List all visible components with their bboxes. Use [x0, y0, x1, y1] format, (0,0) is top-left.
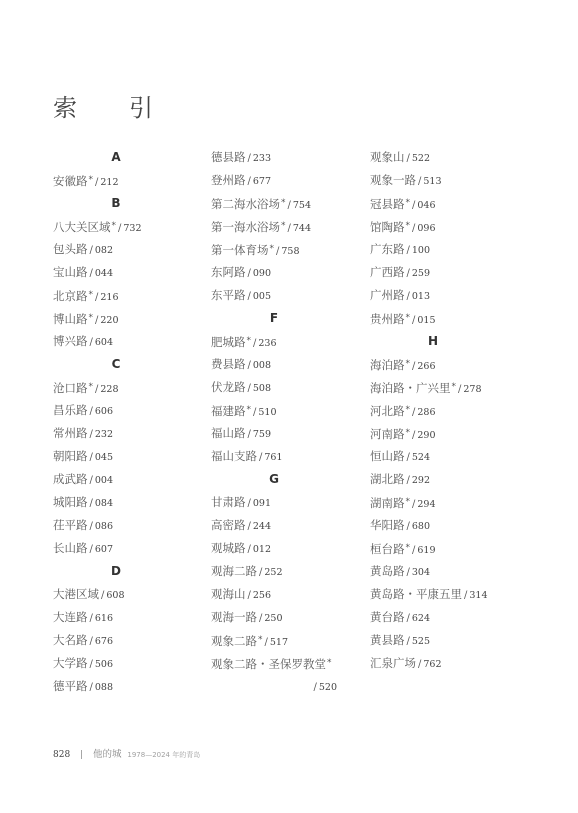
- section-letter: H: [427, 334, 439, 348]
- entry-page-number: 525: [411, 636, 431, 647]
- entry-name: 福山路: [211, 426, 246, 440]
- index-entry: [211, 330, 337, 353]
- entry-separator: /: [89, 659, 93, 670]
- entry-page-number: 278: [463, 384, 482, 395]
- entry-separator: /: [89, 521, 93, 532]
- index-entry: [211, 215, 337, 238]
- index-entry: [211, 353, 337, 376]
- entry-page-number: 013: [411, 291, 431, 302]
- entry-name: 八大关区域: [53, 220, 111, 234]
- entry-name: 华阳路: [370, 518, 405, 532]
- index-entry: [53, 284, 179, 307]
- entry-separator: /: [253, 338, 257, 349]
- entry-name: 第一体育场: [211, 243, 269, 257]
- entry-page-number: 044: [94, 268, 114, 279]
- entry-name: 成武路: [53, 472, 88, 486]
- index-entry: [53, 537, 179, 560]
- index-entry: [53, 422, 179, 445]
- entry-separator: /: [89, 429, 93, 440]
- index-entry: [211, 284, 337, 307]
- index-entry: [370, 422, 496, 445]
- entry-name: 安徽路: [53, 174, 88, 188]
- entry-page-number: 520: [318, 682, 337, 693]
- entry-page-number: 084: [94, 498, 114, 509]
- index-entry: [53, 445, 179, 468]
- entry-separator: /: [406, 613, 410, 624]
- section-letter: D: [111, 564, 121, 578]
- index-entry: [370, 376, 496, 399]
- index-entry: [53, 169, 179, 192]
- entry-separator: /: [412, 545, 416, 556]
- page-number: 828: [53, 750, 71, 760]
- entry-name: 海泊路・广兴里: [370, 381, 451, 395]
- entry-separator: /: [458, 384, 462, 395]
- index-entry: [370, 169, 496, 192]
- entry-star-mark: *: [405, 359, 410, 369]
- entry-star-mark: *: [111, 221, 116, 231]
- entry-name: 观象二路: [211, 634, 257, 648]
- entry-separator: /: [412, 407, 416, 418]
- entry-separator: /: [101, 590, 105, 601]
- entry-name: 包头路: [53, 242, 88, 256]
- entry-name: 第二海水浴场: [211, 197, 280, 211]
- entry-separator: /: [412, 430, 416, 441]
- entry-page-number: 216: [100, 292, 119, 303]
- entry-separator: /: [247, 498, 251, 509]
- entry-name: 城阳路: [53, 495, 88, 509]
- entry-name: 常州路: [53, 426, 88, 440]
- entry-star-mark: *: [405, 497, 410, 507]
- entry-star-mark: *: [327, 658, 332, 668]
- footer-divider: |: [80, 750, 84, 760]
- index-entry: [53, 215, 179, 238]
- entry-star-mark: *: [405, 221, 410, 231]
- entry-separator: /: [259, 567, 263, 578]
- entry-page-number: 015: [417, 315, 436, 326]
- entry-star-mark: *: [88, 313, 93, 323]
- entry-page-number: 314: [469, 590, 488, 601]
- entry-name: 长山路: [53, 541, 88, 555]
- entry-name: 黄岛路・平康五里: [370, 587, 462, 601]
- entry-separator: /: [406, 475, 410, 486]
- section-letter: C: [111, 357, 121, 371]
- index-entry: [53, 261, 179, 284]
- index-entry: [211, 192, 337, 215]
- entry-page-number: 236: [258, 338, 277, 349]
- index-entry: [370, 307, 496, 330]
- entry-name: 观象二路・圣保罗教堂: [211, 657, 326, 671]
- index-entry: [370, 215, 496, 238]
- entry-star-mark: *: [246, 336, 251, 346]
- entry-separator: /: [247, 268, 251, 279]
- entry-page-number: 624: [411, 613, 431, 624]
- entry-page-number: 294: [417, 499, 436, 510]
- entry-name: 大连路: [53, 610, 88, 624]
- entry-name: 肥城路: [211, 335, 246, 349]
- entry-page-number: 005: [252, 291, 272, 302]
- entry-page-number: 761: [264, 452, 283, 463]
- index-entry: [53, 652, 179, 675]
- index-entry: [370, 261, 496, 284]
- index-entry: [211, 146, 337, 169]
- entry-name: 东平路: [211, 288, 246, 302]
- entry-page-number: 508: [252, 383, 272, 394]
- entry-page-number: 304: [411, 567, 431, 578]
- index-entry: [211, 261, 337, 284]
- index-entry: [370, 399, 496, 422]
- entry-page-number: 008: [252, 360, 272, 371]
- entry-name: 福山支路: [211, 449, 257, 463]
- entry-page-number: 517: [269, 637, 289, 648]
- entry-name: 广西路: [370, 265, 405, 279]
- book-title: 他的城: [92, 749, 122, 760]
- entry-name: 黄岛路: [370, 564, 405, 578]
- entry-separator: /: [89, 682, 93, 693]
- page-title: 索 引: [53, 94, 167, 122]
- entry-page-number: 513: [423, 176, 442, 187]
- section-letter: A: [111, 150, 121, 164]
- entry-separator: /: [406, 521, 410, 532]
- entry-page-number: 228: [100, 384, 119, 395]
- entry-separator: /: [406, 245, 410, 256]
- entry-name: 费县路: [211, 357, 246, 371]
- index-entry: [211, 560, 337, 583]
- entry-page-number: 522: [411, 153, 431, 164]
- index-entry: [211, 169, 337, 192]
- section-letter: F: [269, 311, 279, 325]
- entry-separator: /: [412, 200, 416, 211]
- entry-separator: /: [406, 153, 410, 164]
- entry-separator: /: [89, 613, 93, 624]
- index-entry: [370, 629, 496, 652]
- entry-separator: /: [89, 475, 93, 486]
- entry-star-mark: *: [405, 428, 410, 438]
- entry-separator: /: [89, 406, 93, 417]
- index-entry: [53, 514, 179, 537]
- entry-separator: /: [412, 223, 416, 234]
- entry-name: 甘肃路: [211, 495, 246, 509]
- index-entry: [211, 583, 337, 606]
- entry-name: 大名路: [53, 633, 88, 647]
- entry-separator: /: [95, 384, 99, 395]
- entry-name: 黄县路: [370, 633, 405, 647]
- index-entry-continuation: [211, 675, 337, 698]
- entry-page-number: 759: [252, 429, 272, 440]
- entry-page-number: 256: [252, 590, 272, 601]
- index-entry: [53, 491, 179, 514]
- index-entry: [211, 491, 337, 514]
- entry-star-mark: *: [88, 175, 93, 185]
- entry-name: 茌平路: [53, 518, 88, 532]
- entry-name: 广东路: [370, 242, 405, 256]
- index-entry: [53, 468, 179, 491]
- entry-name: 大港区域: [53, 587, 99, 601]
- entry-name: 东阿路: [211, 265, 246, 279]
- entry-name: 观城路: [211, 541, 246, 555]
- entry-separator: /: [412, 315, 416, 326]
- entry-name: 朝阳路: [53, 449, 88, 463]
- index-entry: [53, 629, 179, 652]
- index-entry: [53, 330, 179, 353]
- entry-page-number: 220: [100, 315, 119, 326]
- entry-page-number: 250: [264, 613, 283, 624]
- entry-page-number: 762: [423, 659, 442, 670]
- entry-page-number: 096: [417, 223, 436, 234]
- entry-separator: /: [276, 246, 280, 257]
- book-subtitle: 1978—2024 年的青岛: [127, 751, 201, 759]
- entry-name: 德县路: [211, 150, 246, 164]
- index-entry: [370, 583, 496, 606]
- entry-page-number: 232: [94, 429, 114, 440]
- index-entry: [370, 468, 496, 491]
- index-column-3: [370, 146, 496, 675]
- entry-separator: /: [247, 153, 251, 164]
- entry-page-number: 732: [123, 223, 142, 234]
- entry-page-number: 606: [94, 406, 114, 417]
- index-entry: [53, 376, 179, 399]
- entry-name: 伏龙路: [211, 380, 246, 394]
- index-entry: [211, 606, 337, 629]
- entry-name: 第一海水浴场: [211, 220, 280, 234]
- index-entry: [211, 537, 337, 560]
- entry-name: 观海一路: [211, 610, 257, 624]
- index-entry: [53, 307, 179, 330]
- index-entry: [370, 652, 496, 675]
- entry-name: 德平路: [53, 679, 88, 693]
- section-letter: B: [111, 196, 121, 210]
- entry-star-mark: *: [258, 635, 263, 645]
- entry-page-number: 608: [106, 590, 125, 601]
- entry-page-number: 233: [252, 153, 272, 164]
- entry-separator: /: [406, 268, 410, 279]
- entry-page-number: 510: [258, 407, 277, 418]
- entry-name: 昌乐路: [53, 403, 88, 417]
- entry-name: 河南路: [370, 427, 405, 441]
- entry-separator: /: [259, 613, 263, 624]
- index-entry: [53, 583, 179, 606]
- entry-separator: /: [95, 177, 99, 188]
- entry-name: 馆陶路: [370, 220, 405, 234]
- entry-separator: /: [89, 544, 93, 555]
- entry-star-mark: *: [405, 543, 410, 553]
- entry-page-number: 012: [252, 544, 272, 555]
- entry-name: 观象山: [370, 150, 405, 164]
- index-entry: [370, 491, 496, 514]
- entry-star-mark: *: [281, 198, 286, 208]
- index-entry: [370, 514, 496, 537]
- entry-name: 河北路: [370, 404, 405, 418]
- entry-separator: /: [89, 498, 93, 509]
- entry-page-number: 290: [417, 430, 436, 441]
- entry-separator: /: [89, 245, 93, 256]
- index-entry: [211, 376, 337, 399]
- entry-separator: /: [253, 407, 257, 418]
- index-entry: [370, 606, 496, 629]
- entry-star-mark: *: [246, 405, 251, 415]
- entry-name: 冠县路: [370, 197, 405, 211]
- entry-name: 沧口路: [53, 381, 88, 395]
- entry-page-number: 046: [417, 200, 436, 211]
- entry-name: 博兴路: [53, 334, 88, 348]
- entry-page-number: 754: [292, 200, 312, 211]
- entry-name: 湖南路: [370, 496, 405, 510]
- entry-page-number: 045: [94, 452, 114, 463]
- entry-separator: /: [89, 452, 93, 463]
- entry-name: 湖北路: [370, 472, 405, 486]
- entry-separator: /: [118, 223, 122, 234]
- index-entry: [370, 560, 496, 583]
- index-entry: [211, 652, 337, 675]
- entry-page-number: 744: [292, 223, 312, 234]
- page-footer: [53, 746, 200, 760]
- entry-name: 登州路: [211, 173, 246, 187]
- entry-separator: /: [406, 452, 410, 463]
- entry-separator: /: [247, 544, 251, 555]
- entry-name: 黄台路: [370, 610, 405, 624]
- entry-name: 恒山路: [370, 449, 405, 463]
- entry-separator: /: [418, 659, 422, 670]
- entry-name: 高密路: [211, 518, 246, 532]
- index-entry: [211, 629, 337, 652]
- entry-page-number: 506: [94, 659, 114, 670]
- entry-page-number: 259: [411, 268, 431, 279]
- entry-name: 宝山路: [53, 265, 88, 279]
- entry-page-number: 252: [264, 567, 283, 578]
- entry-page-number: 524: [411, 452, 431, 463]
- entry-separator: /: [247, 383, 251, 394]
- index-entry: [53, 675, 179, 698]
- index-column-1: [53, 146, 179, 698]
- entry-page-number: 286: [417, 407, 436, 418]
- entry-page-number: 604: [94, 337, 114, 348]
- entry-page-number: 082: [94, 245, 114, 256]
- entry-separator: /: [264, 637, 268, 648]
- entry-separator: /: [247, 429, 251, 440]
- entry-page-number: 091: [252, 498, 272, 509]
- entry-name: 博山路: [53, 312, 88, 326]
- index-column-2: [211, 146, 337, 698]
- entry-name: 观海二路: [211, 564, 257, 578]
- entry-page-number: 244: [252, 521, 272, 532]
- entry-name: 大学路: [53, 656, 88, 670]
- index-entry: [370, 192, 496, 215]
- entry-separator: /: [95, 315, 99, 326]
- index-entry: [211, 238, 337, 261]
- index-entry: [211, 399, 337, 422]
- entry-separator: /: [89, 268, 93, 279]
- entry-star-mark: *: [405, 405, 410, 415]
- index-entry: [211, 445, 337, 468]
- entry-star-mark: *: [405, 198, 410, 208]
- entry-name: 观象一路: [370, 173, 416, 187]
- entry-separator: /: [406, 567, 410, 578]
- entry-separator: /: [247, 521, 251, 532]
- entry-page-number: 292: [411, 475, 431, 486]
- entry-page-number: 677: [252, 176, 272, 187]
- entry-page-number: 100: [411, 245, 431, 256]
- entry-name: 海泊路: [370, 358, 405, 372]
- entry-name: 观海山: [211, 587, 246, 601]
- entry-separator: /: [412, 499, 416, 510]
- entry-page-number: 616: [94, 613, 114, 624]
- entry-separator: /: [89, 337, 93, 348]
- index-entry: [370, 284, 496, 307]
- entry-page-number: 212: [100, 177, 119, 188]
- index-entry: [53, 238, 179, 261]
- entry-star-mark: *: [405, 313, 410, 323]
- entry-separator: /: [287, 223, 291, 234]
- entry-separator: /: [406, 636, 410, 647]
- entry-page-number: 607: [94, 544, 114, 555]
- entry-name: 广州路: [370, 288, 405, 302]
- entry-separator: /: [95, 292, 99, 303]
- entry-page-number: 004: [94, 475, 114, 486]
- entry-separator: /: [247, 176, 251, 187]
- entry-star-mark: *: [269, 244, 274, 254]
- entry-page-number: 758: [281, 246, 300, 257]
- entry-star-mark: *: [451, 382, 456, 392]
- index-entry: [53, 399, 179, 422]
- entry-separator: /: [247, 360, 251, 371]
- entry-star-mark: *: [88, 382, 93, 392]
- index-entry: [370, 146, 496, 169]
- index-entry: [211, 514, 337, 537]
- index-entry: [370, 238, 496, 261]
- index-entry: [53, 606, 179, 629]
- entry-page-number: 088: [94, 682, 114, 693]
- entry-separator: /: [247, 590, 251, 601]
- entry-page-number: 086: [94, 521, 114, 532]
- entry-separator: /: [418, 176, 422, 187]
- entry-separator: /: [412, 361, 416, 372]
- entry-page-number: 090: [252, 268, 272, 279]
- entry-name: 北京路: [53, 289, 88, 303]
- entry-name: 贵州路: [370, 312, 405, 326]
- section-letter: G: [269, 472, 279, 486]
- entry-star-mark: *: [88, 290, 93, 300]
- entry-separator: /: [247, 291, 251, 302]
- entry-page-number: 680: [411, 521, 431, 532]
- index-entry: [370, 537, 496, 560]
- index-entry: [370, 445, 496, 468]
- entry-separator: /: [259, 452, 263, 463]
- entry-page-number: 266: [417, 361, 436, 372]
- entry-name: 桓台路: [370, 542, 405, 556]
- entry-name: 福建路: [211, 404, 246, 418]
- entry-name: 汇泉广场: [370, 656, 416, 670]
- index-entry: [370, 353, 496, 376]
- entry-star-mark: *: [281, 221, 286, 231]
- entry-separator: /: [464, 590, 468, 601]
- entry-separator: /: [287, 200, 291, 211]
- entry-page-number: 676: [94, 636, 114, 647]
- entry-page-number: 619: [417, 545, 436, 556]
- entry-separator: /: [406, 291, 410, 302]
- entry-separator: /: [313, 682, 317, 693]
- index-entry: [211, 422, 337, 445]
- entry-separator: /: [89, 636, 93, 647]
